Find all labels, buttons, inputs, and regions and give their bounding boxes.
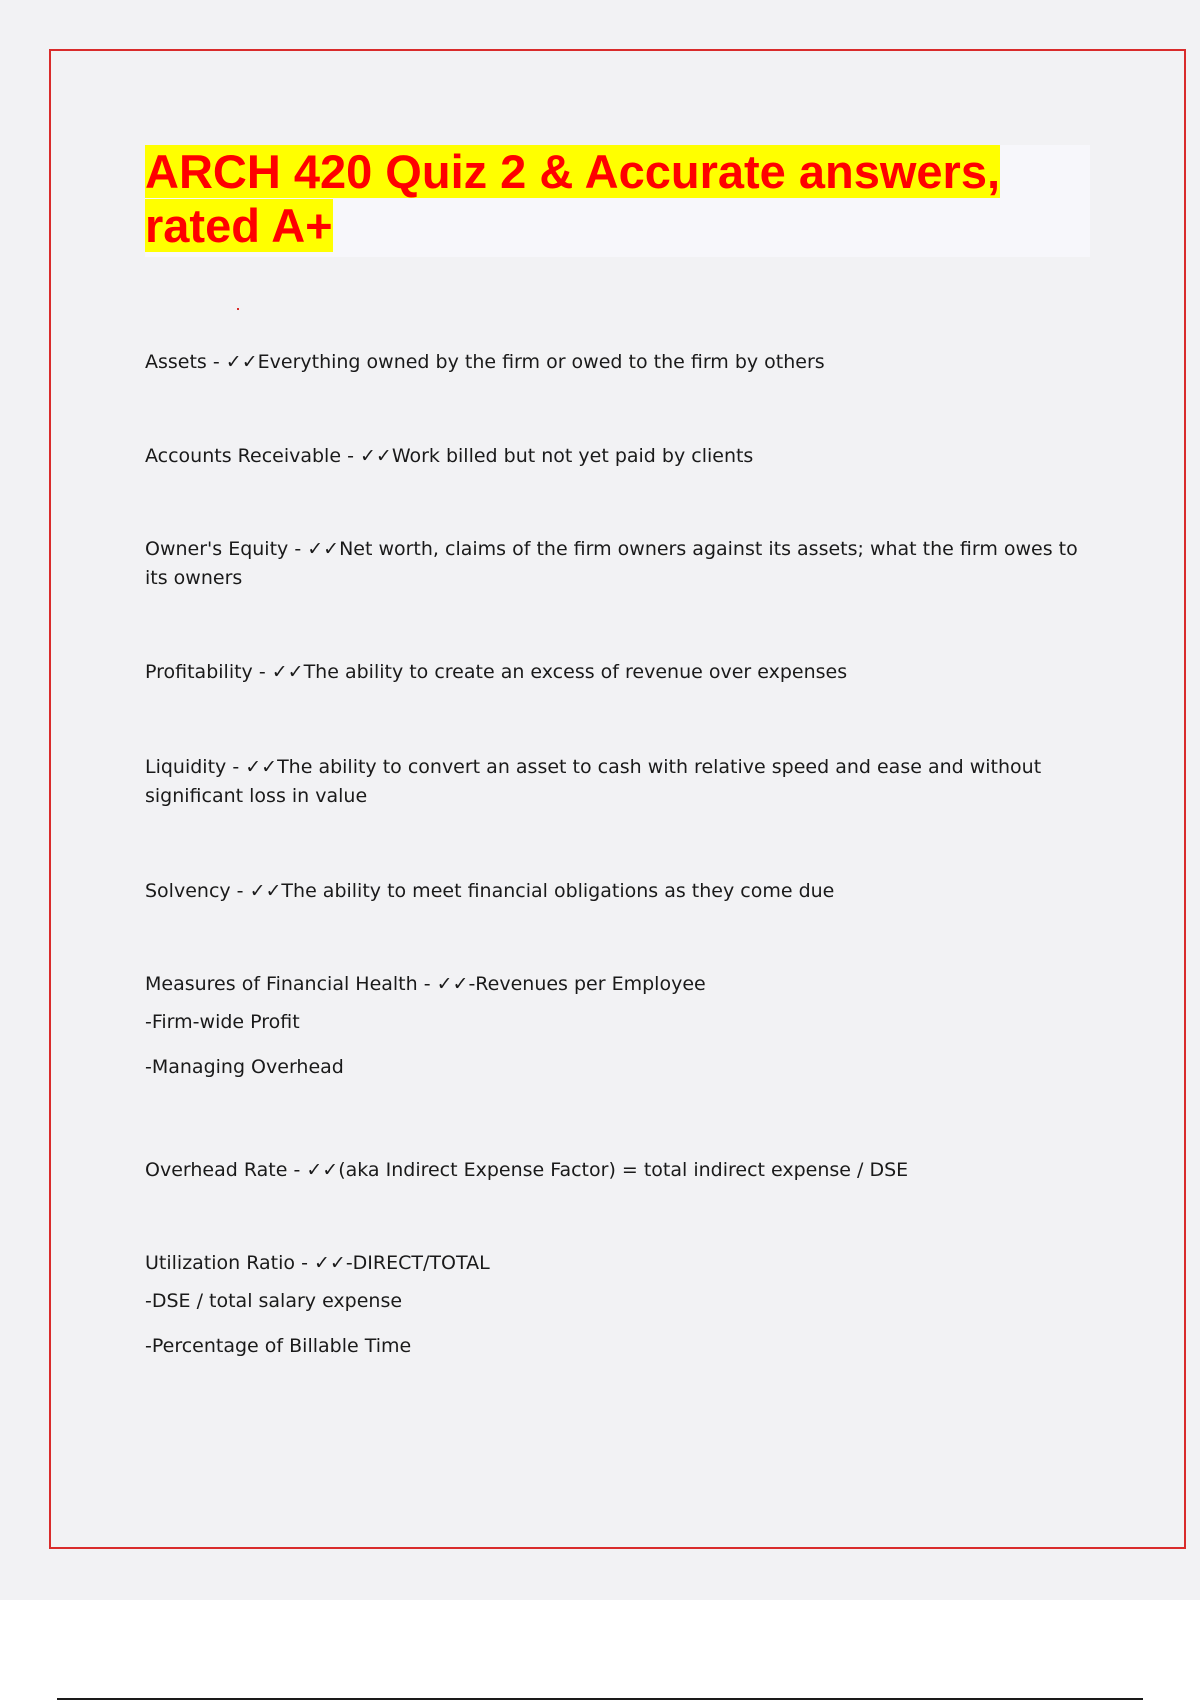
- title-line-2: rated A+: [145, 199, 333, 252]
- entry-term: Profitability: [145, 661, 253, 683]
- list-item: [145, 1156, 1095, 1185]
- entry-definition: The ability to create an excess of revenue over expenses: [303, 661, 848, 683]
- entry-separator: - ✓✓: [226, 756, 278, 778]
- list-item: [145, 348, 1095, 377]
- entry-definition: Net worth, claims of the firm owners against its assets; what the firm owes to its owners: [145, 538, 1078, 589]
- entry-separator: - ✓✓: [206, 351, 258, 373]
- entry-definition: The ability to convert an asset to cash with relative speed and ease and without significant loss in value: [145, 756, 1042, 807]
- entry-first-line: [145, 970, 1095, 999]
- list-item: [145, 1249, 1095, 1368]
- entry-term: Measures of Financial Health: [145, 973, 418, 995]
- entry-separator: - ✓✓: [252, 661, 304, 683]
- document-title: [145, 145, 1090, 253]
- entry-subline: -Percentage of Billable Time: [145, 1335, 412, 1357]
- list-item: [145, 442, 1095, 471]
- entry-definition: -Revenues per Employee: [468, 973, 706, 995]
- entry-separator: - ✓✓: [295, 1252, 346, 1274]
- entry-definition: The ability to meet financial obligations as they come due: [281, 880, 835, 902]
- entry-separator: - ✓✓: [287, 1159, 339, 1181]
- entry-definition: (aka Indirect Expense Factor) = total indirect expense / DSE: [338, 1159, 909, 1181]
- entry-term: Assets: [145, 351, 207, 373]
- entry-separator: - ✓✓: [341, 445, 392, 467]
- list-item: [145, 535, 1095, 593]
- entry-term: Liquidity: [145, 756, 227, 778]
- title-block: [145, 145, 1090, 257]
- list-item: [145, 970, 1095, 1089]
- entry-separator: - ✓✓: [417, 973, 469, 995]
- entry-subline: -DSE / total salary expense: [145, 1290, 403, 1312]
- entry-term: Owner's Equity: [145, 538, 289, 560]
- entry-definition: Work billed but not yet paid by clients: [391, 445, 754, 467]
- entry-first-line: [145, 1249, 1095, 1278]
- list-item: [145, 658, 1095, 687]
- stray-mark: [237, 308, 239, 310]
- title-line-1: ARCH 420 Quiz 2 & Accurate answers,: [145, 145, 1001, 198]
- entry-definition: -DIRECT/TOTAL: [345, 1252, 490, 1274]
- entry-term: Overhead Rate: [145, 1159, 288, 1181]
- entry-term: Solvency: [145, 880, 231, 902]
- entry-definition: Everything owned by the firm or owed to the firm by others: [257, 351, 825, 373]
- entry-separator: - ✓✓: [230, 880, 282, 902]
- list-item: [145, 753, 1095, 811]
- entry-term: Accounts Receivable: [145, 445, 342, 467]
- entry-subline: -Firm-wide Profit: [145, 1011, 300, 1033]
- entry-term: Utilization Ratio: [145, 1252, 296, 1274]
- entry-subline: -Managing Overhead: [145, 1056, 344, 1078]
- entry-separator: - ✓✓: [288, 538, 340, 560]
- list-item: [145, 877, 1095, 906]
